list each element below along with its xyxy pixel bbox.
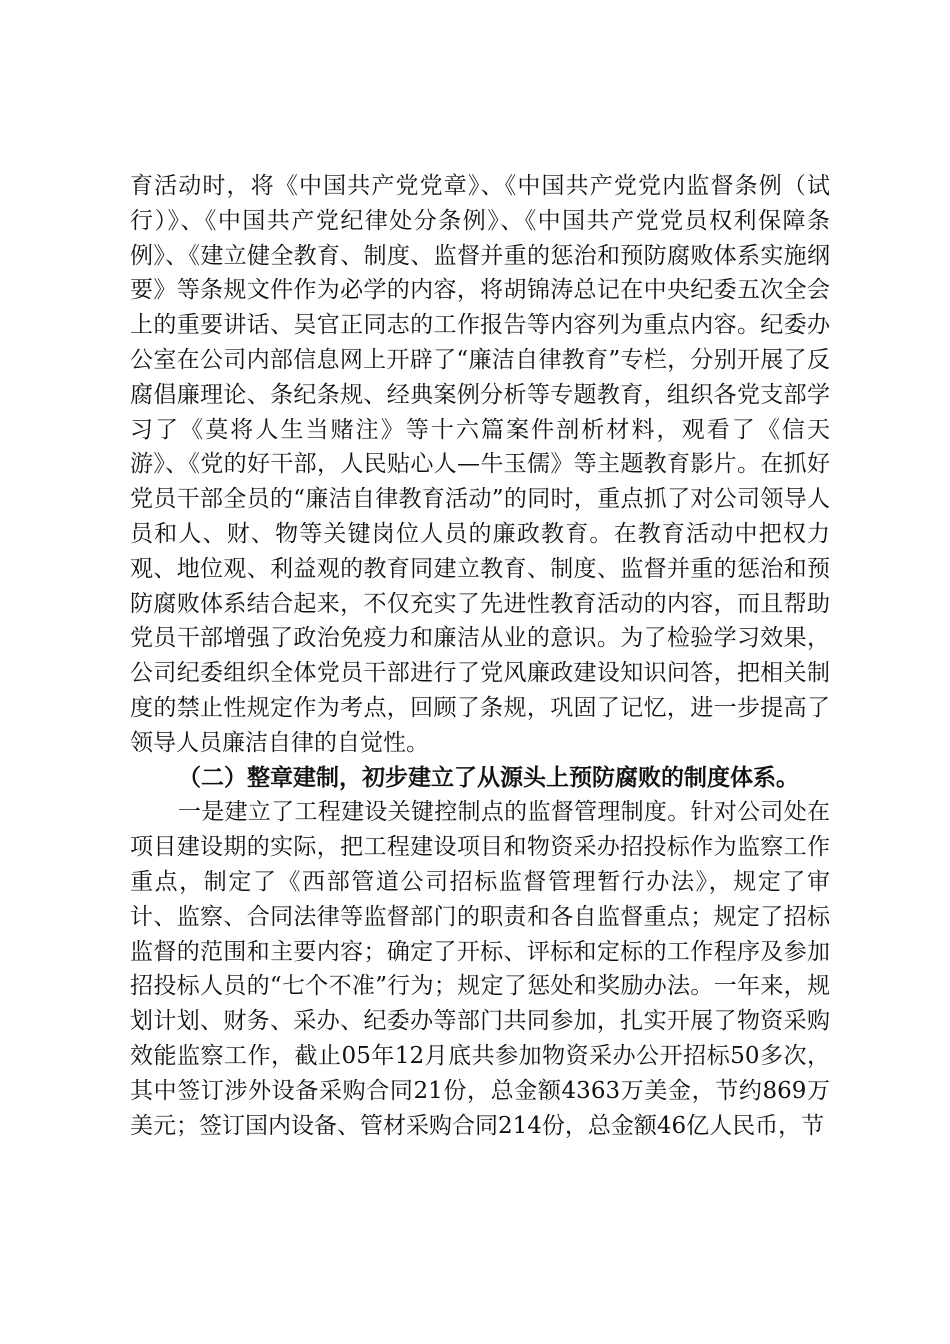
body-paragraph: 一是建立了工程建设关键控制点的监督管理制度。针对公司处在项目建设期的实际，把工程建设项目和物资采办招投标作为监察工作重点，制定了《西部管道公司招标监督管理暂行办法》，规定了审计、监察、合同法律等监督部门的职责和各自监督重点；规定了招标监督的范围和主要内容；确定了开标、评标和定标的工作程序及参加招投标人员的“七个不准”行为；规定了惩处和奖励办法。一年来，规划计划、财务、采办、纪委办等部门共同参加，扎实开展了物资采购效能监察工作，截止05年12月底共参加物资采办公开招标50多次，其中签订涉外设备采购合同21份，总金额4363万美金，节约869万美元；签订国内设备、管材采购合同214份，总金额46亿人民币，节 [130, 799, 830, 1139]
body-paragraph: 育活动时，将《中国共产党党章》、《中国共产党党内监督条例（试行）》、《中国共产党纪律处分条例》、《中国共产党党员权利保障条例》、《建立健全教育、制度、监督并重的惩治和预防腐败体系实施纲要》等条规文件作为必学的内容，将胡锦涛总记在中央纪委五次全会上的重要讲话、吴官正同志的工作报告等内容列为重点内容。纪委办公室在公司内部信息网上开辟了“廉洁自律教育”专栏，分别开展了反腐倡廉理论、条纪条规、经典案例分析等专题教育，组织各党支部学习了《莫将人生当赌注》等十六篇案件剖析材料，观看了《信天游》、《党的好干部，人民贴心人—牛玉儒》等主题教育影片。在抓好党员干部全员的“廉洁自律教育活动”的同时，重点抓了对公司领导人员和人、财、物等关键岗位人员的廉政教育。在教育活动中把权力观、地位观、利益观的教育同建立教育、制度、监督并重的惩治和预防腐败体系结合起来，不仅充实了先进性教育活动的内容，而且帮助党员干部增强了政治免疫力和廉洁从业的意识。为了检验学习效果，公司纪委组织全体党员干部进行了党风廉政建设知识问答，把相关制度的禁止性规定作为考点，回顾了条规，巩固了记忆，进一步提高了领导人员廉洁自律的自觉性。 [130, 173, 830, 756]
section-heading: （二）整章建制，初步建立了从源头上预防腐败的制度体系。 [178, 763, 799, 791]
document-body [130, 169, 830, 1143]
